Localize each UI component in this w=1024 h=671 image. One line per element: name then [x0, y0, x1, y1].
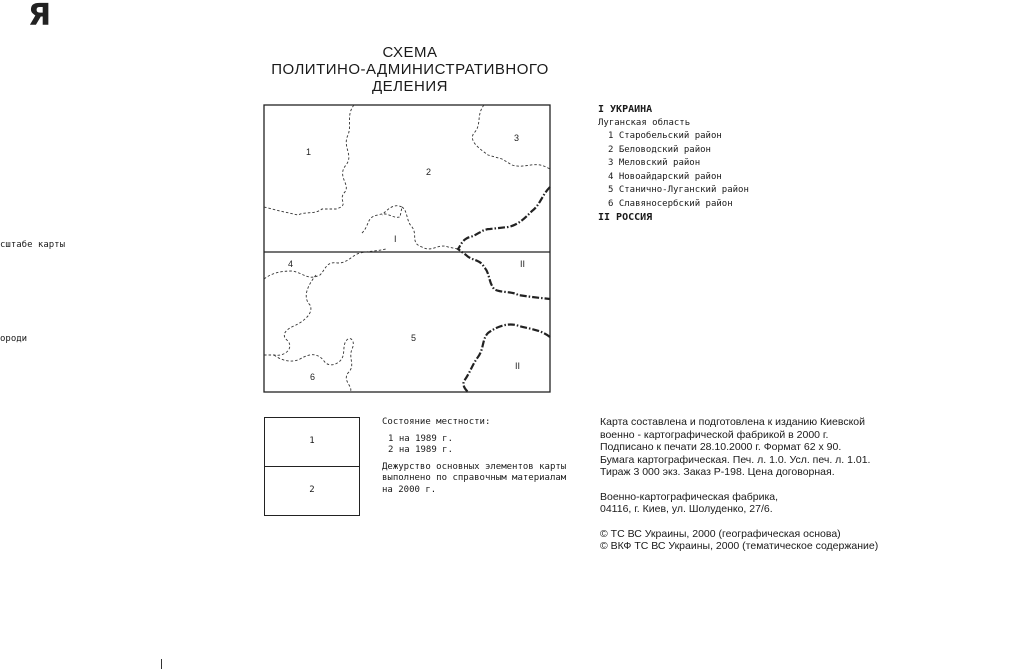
state-note-line: на 2000 г.: [382, 484, 437, 495]
state-border-upper: [458, 187, 550, 299]
state-note-line: выполнено по справочным материалам: [382, 473, 567, 483]
region-number-1: 1: [306, 147, 312, 157]
legend-district: 6 Славяносербский район: [608, 198, 733, 209]
sheet-box-1-label: 1: [309, 436, 315, 446]
margin-text-fragment: сштабе карты: [0, 240, 66, 250]
map-legend: [598, 103, 749, 225]
boundary-region-1-2: [264, 105, 354, 215]
copyright-line: © ТС ВС Украины, 2000 (географическая основа): [600, 527, 841, 540]
country-label-ukraine: I: [394, 234, 397, 244]
imprint-line: военно - картографической фабрикой в 2000 г.: [600, 428, 829, 441]
terrain-state-block: [382, 417, 582, 496]
boundary-region-2-3: [472, 105, 550, 169]
imprint-line: Тираж 3 000 экз. Заказ Р-198. Цена договорная.: [600, 466, 835, 478]
state-border-lower: [463, 324, 550, 392]
tick-mark: [161, 659, 162, 669]
country-label-russia-north: II: [520, 259, 526, 269]
region-number-3: 3: [514, 133, 520, 143]
state-heading: Состояние местности:: [382, 417, 491, 427]
legend-district: 4 Новоайдарский район: [608, 171, 722, 182]
copyright-line: © ВКФ ТС ВС Украины, 2000 (тематическое содержание): [600, 540, 879, 552]
imprint-line: Подписано к печати 28.10.2000 г. Формат 62 х 90.: [600, 441, 842, 453]
legend-district: 1 Старобельский район: [608, 131, 722, 141]
region-number-4: 4: [288, 259, 294, 269]
legend-district: 3 Меловский район: [608, 158, 701, 168]
legend-country-russia: II РОССИЯ: [598, 212, 653, 223]
imprint-line: Карта составлена и подготовлена к изданию Киевской: [600, 416, 865, 428]
boundary-region-5-6: [274, 339, 353, 392]
publisher-address: 04116, г. Киев, ул. Шолуденко, 27/6.: [600, 503, 773, 515]
region-number-5: 5: [411, 333, 417, 343]
country-label-russia-south: II: [515, 361, 521, 371]
title-line-1: СХЕМА: [382, 44, 438, 61]
corner-letter: Я: [28, 0, 52, 33]
sheet-box-1: [264, 417, 360, 467]
margin-text-fragment: ороди: [0, 334, 28, 344]
sheet-box-2: [264, 466, 360, 516]
legend-district: 2 Беловодский район: [608, 144, 711, 155]
title-line-2: ПОЛИТИНО-АДМИНИСТРАТИВНОГО: [271, 61, 549, 78]
scheme-title: [230, 44, 590, 95]
legend-oblast: Луганская область: [598, 117, 691, 128]
state-note-line: Дежурство основных элементов карты: [382, 461, 567, 472]
state-item-1: 1 на 1989 г.: [388, 433, 454, 444]
title-line-3: ДЕЛЕНИЯ: [372, 78, 448, 95]
publisher-line: Военно-картографическая фабрика,: [600, 490, 779, 503]
admin-division-map: [262, 103, 552, 395]
boundary-region-4-5-lower: [264, 275, 316, 355]
region-number-6: 6: [310, 372, 316, 382]
imprint-block: [600, 416, 940, 553]
sheet-box-2-label: 2: [309, 485, 315, 495]
legend-country-ukraine: I УКРАИНА: [598, 104, 653, 115]
legend-district: 5 Станично-Луганский район: [608, 185, 749, 195]
imprint-line: Бумага картографическая. Печ. л. 1.0. Усл. печ. л. 1.01.: [600, 453, 871, 466]
state-item-2: 2 на 1989 г.: [388, 445, 454, 455]
region-number-2: 2: [426, 167, 432, 177]
boundary-region-2-south: [362, 206, 458, 249]
boundary-region-4-5: [264, 249, 386, 279]
